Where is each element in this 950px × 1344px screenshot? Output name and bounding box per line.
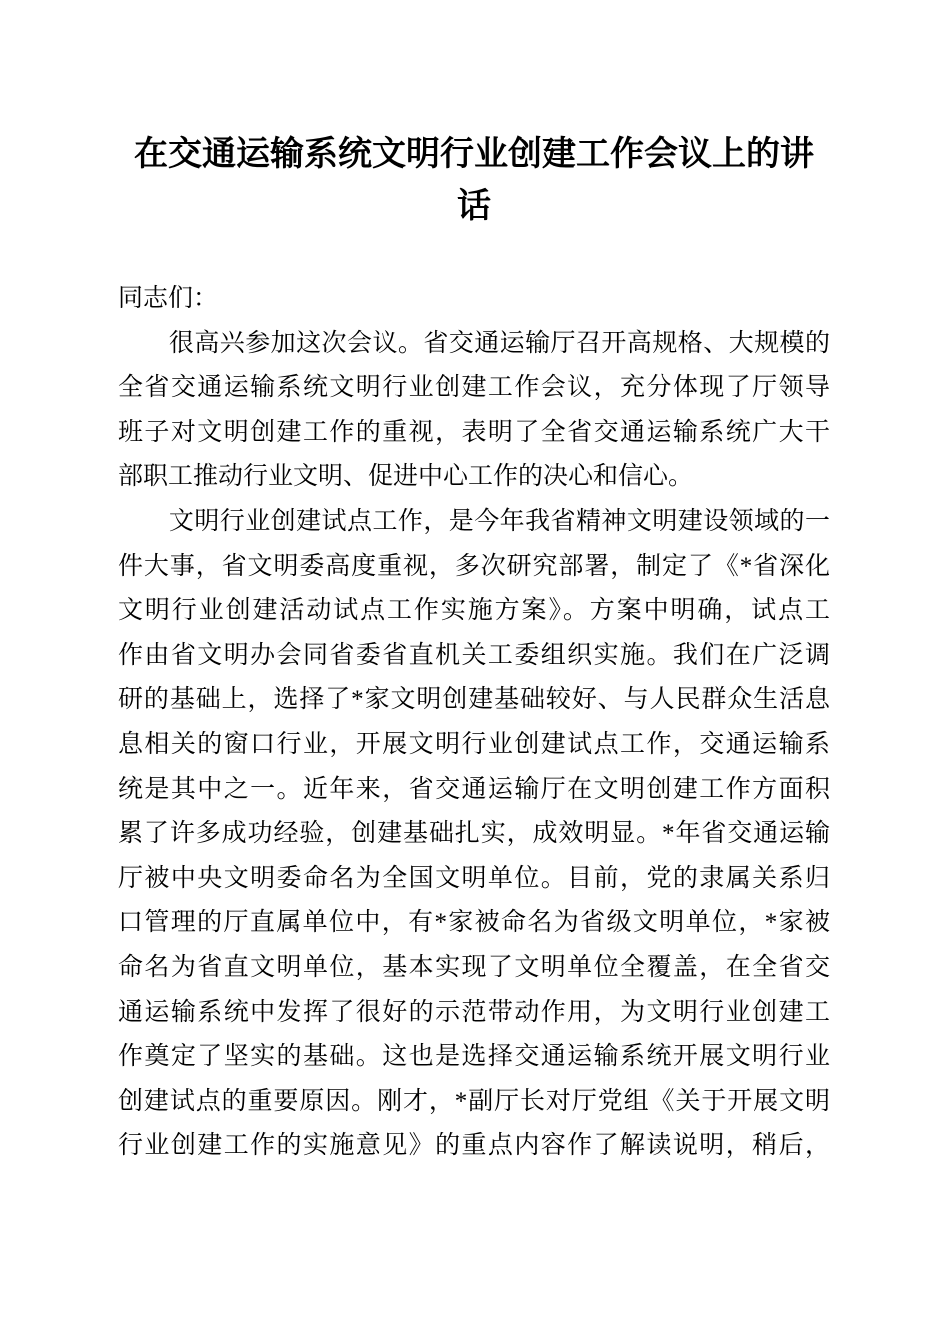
body-line: 通运输系统中发挥了很好的示范带动作用，为文明行业创建工 xyxy=(118,998,830,1026)
body-line: 同志们： xyxy=(118,285,219,312)
body-line: 行业创建工作的实施意见》的重点内容作了解读说明，稍后， xyxy=(118,1132,830,1160)
document-title xyxy=(118,0,830,233)
body-line: 厅被中央文明委命名为全国文明单位。目前，党的隶属关系归 xyxy=(118,864,830,892)
title-line: 在交通运输系统文明行业创建工作会议上的讲 xyxy=(134,136,814,173)
body-line: 创建试点的重要原因。刚才，*副厅长对厅党组《关于开展文明 xyxy=(118,1087,830,1115)
paragraph xyxy=(118,500,830,1169)
paragraph xyxy=(118,277,830,322)
body-line: 息相关的窗口行业，开展文明行业创建试点工作，交通运输系 xyxy=(118,730,830,758)
body-line: 作由省文明办会同省委省直机关工委组织实施。我们在广泛调 xyxy=(118,641,830,669)
body-line: 部职工推动行业文明、促进中心工作的决心和信心。 xyxy=(118,463,694,491)
body-line: 很高兴参加这次会议。省交通运输厅召开高规格、大规模的 xyxy=(118,329,830,357)
body-line: 命名为省直文明单位，基本实现了文明单位全覆盖，在全省交 xyxy=(118,953,830,981)
body-line: 件大事，省文明委高度重视，多次研究部署，制定了《*省深化 xyxy=(118,552,830,580)
document-content xyxy=(118,0,830,1169)
document-body xyxy=(118,277,830,1169)
body-line: 口管理的厅直属单位中，有*家被命名为省级文明单位，*家被 xyxy=(118,909,830,937)
body-line: 文明行业创建活动试点工作实施方案》。方案中明确，试点工 xyxy=(118,597,830,625)
body-line: 全省交通运输系统文明行业创建工作会议，充分体现了厅领导 xyxy=(118,374,830,402)
paragraph xyxy=(118,322,830,500)
title-line: 话 xyxy=(457,188,491,225)
body-line: 班子对文明创建工作的重视，表明了全省交通运输系统广大干 xyxy=(118,418,830,446)
body-line: 累了许多成功经验，创建基础扎实，成效明显。*年省交通运输 xyxy=(118,820,830,848)
body-line: 研的基础上，选择了*家文明创建基础较好、与人民群众生活息 xyxy=(118,686,830,714)
body-line: 文明行业创建试点工作，是今年我省精神文明建设领域的一 xyxy=(118,507,830,535)
body-line: 统是其中之一。近年来，省交通运输厅在文明创建工作方面积 xyxy=(118,775,830,803)
body-line: 作奠定了坚实的基础。这也是选择交通运输系统开展文明行业 xyxy=(118,1043,830,1071)
